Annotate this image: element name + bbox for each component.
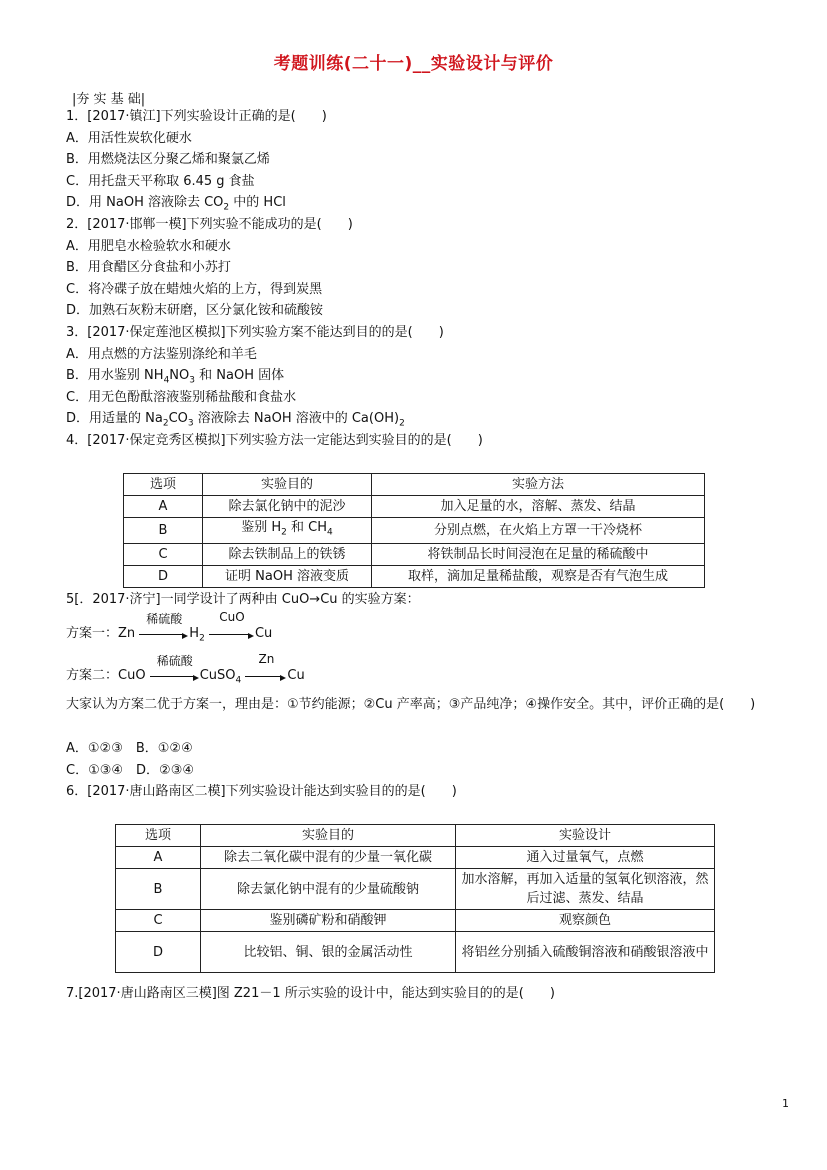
- q3-option-d: D．用适量的 $Na_2CO_3$ 溶液除去 NaOH 溶液中的 $Ca(OH)_2$: [66, 411, 405, 429]
- table-cell: 加入足量的水，溶解、蒸发、结晶: [372, 496, 705, 518]
- q5-scheme-two: 方案二：CuO 稀硫酸 CuSO$_4$ Zn Cu: [66, 652, 305, 686]
- table-cell: D: [124, 565, 203, 587]
- reaction-arrow: Zn: [245, 668, 287, 683]
- q1-option-a: A．用活性炭软化硬水: [66, 130, 192, 146]
- q1-stem: 1．[2017·镇江]下列实验设计正确的是( ): [66, 109, 327, 124]
- table-cell: 将铝丝分别插入硫酸铜溶液和硝酸银溶液中: [456, 932, 715, 973]
- table-cell: C: [124, 543, 203, 565]
- q4-stem: 4．[2017·保定竞秀区模拟]下列实验方法一定能达到实验目的的是( ): [66, 432, 483, 448]
- table-header-cell: 实验方法: [372, 474, 705, 496]
- q7-stem: 7.[2017·唐山路南区三模]图 Z21－1 所示实验的设计中，能达到实验目的的是( ): [66, 986, 555, 1001]
- table-row: [116, 910, 715, 932]
- table-row: [124, 496, 705, 518]
- table-cell: 除去氯化钠中的泥沙: [203, 496, 372, 518]
- table-cell: A: [124, 496, 203, 518]
- table-row: [116, 869, 715, 910]
- table-row: [116, 932, 715, 973]
- q5-option-row: C．①③④ D．②③④: [66, 762, 195, 778]
- table-cell: 通入过量氧气，点燃: [456, 847, 715, 869]
- table-row: [124, 518, 705, 544]
- q2-option-c: C．将冷碟子放在蜡烛火焰的上方，得到炭黑: [66, 281, 323, 297]
- q2-option-d: D．加熟石灰粉末研磨，区分氯化铵和硫酸铵: [66, 303, 324, 319]
- section-heading: |夯 实 基 础|: [72, 92, 146, 107]
- table-header-cell: 实验目的: [201, 825, 456, 847]
- table-row: [124, 565, 705, 587]
- table-header-row: [124, 474, 705, 496]
- q5-options: [66, 738, 457, 803]
- q5-paragraph: 大家认为方案二优于方案一，理由是：①节约能源；②Cu 产率高；③产品纯净；④操作安全。其中，评价正确的是( ): [66, 697, 756, 712]
- q1-option-c: C．用托盘天平称取 6.45 g 食盐: [66, 173, 255, 189]
- table-cell: 将铁制品长时间浸泡在足量的稀硫酸中: [372, 543, 705, 565]
- table-cell: 证明 NaOH 溶液变质: [203, 565, 372, 587]
- q2-option-b: B．用食醋区分食盐和小苏打: [66, 260, 231, 276]
- table-cell: D: [116, 932, 201, 973]
- q1-option-b: B．用燃烧法区分聚乙烯和聚氯乙烯: [66, 152, 270, 168]
- table-cell: 加水溶解，再加入适量的氢氧化钡溶液，然后过滤、蒸发、结晶: [456, 869, 715, 910]
- table-header-cell: 实验设计: [456, 825, 715, 847]
- q1-option-d: D．用 NaOH 溶液除去 $CO_2$ 中的 HCl: [66, 195, 286, 213]
- table-cell: B: [116, 869, 201, 910]
- table-cell: 除去氯化钠中混有的少量硫酸钠: [201, 869, 456, 910]
- q6-table: [115, 824, 715, 973]
- q6-stem: 6．[2017·唐山路南区二模]下列实验设计能达到实验目的的是( ): [66, 784, 457, 800]
- table-cell: 除去铁制品上的铁锈: [203, 543, 372, 565]
- q2-option-a: A．用肥皂水检验软水和硬水: [66, 238, 231, 254]
- q3-option-c: C．用无色酚酞溶液鉴别稀盐酸和食盐水: [66, 389, 297, 405]
- table-cell: 鉴别磷矿粉和硝酸钾: [201, 910, 456, 932]
- table-header-cell: 选项: [116, 825, 201, 847]
- q3-stem: 3．[2017·保定莲池区模拟]下列实验方案不能达到目的的是( ): [66, 324, 444, 340]
- table-header-cell: 实验目的: [203, 474, 372, 496]
- q2-stem: 2．[2017·邯郸一模]下列实验不能成功的是( ): [66, 216, 353, 232]
- reaction-arrow: 稀硫酸: [139, 626, 189, 641]
- questions-1-4: [66, 106, 766, 452]
- q5-scheme-one: 方案一：Zn 稀硫酸 $H_2$ CuO Cu: [66, 610, 273, 644]
- table-row: [116, 847, 715, 869]
- table-header-cell: 选项: [124, 474, 203, 496]
- table-cell: A: [116, 847, 201, 869]
- table-cell: 观察颜色: [456, 910, 715, 932]
- table-cell: B: [124, 518, 203, 544]
- table-cell: C: [116, 910, 201, 932]
- table-cell: 比较铝、铜、银的金属活动性: [201, 932, 456, 973]
- q4-table: [123, 473, 705, 588]
- q3-option-b: B．用水鉴别 $NH_4NO_3$ 和 NaOH 固体: [66, 368, 285, 386]
- table-cell: 除去二氧化碳中混有的少量一氧化碳: [201, 847, 456, 869]
- page-number: 1: [782, 1097, 789, 1110]
- table-cell: 鉴别 $H_2$ 和 $CH_4$: [203, 518, 372, 544]
- q5-stem: 5[．2017·济宁]一同学设计了两种由 CuO→Cu 的实验方案：: [66, 592, 420, 607]
- page-title: 考题训练(二十一)__实验设计与评价: [273, 54, 554, 74]
- q5-option-row: A．①②③ B．①②④: [66, 741, 193, 756]
- q3-option-a: A．用点燃的方法鉴别涤纶和羊毛: [66, 346, 257, 362]
- table-row: [124, 543, 705, 565]
- table-cell: 取样，滴加足量稀盐酸，观察是否有气泡生成: [372, 565, 705, 587]
- reaction-arrow: CuO: [209, 626, 255, 641]
- reaction-arrow: 稀硫酸: [150, 668, 200, 683]
- table-header-row: [116, 825, 715, 847]
- table-cell: 分别点燃，在火焰上方罩一干冷烧杯: [372, 518, 705, 544]
